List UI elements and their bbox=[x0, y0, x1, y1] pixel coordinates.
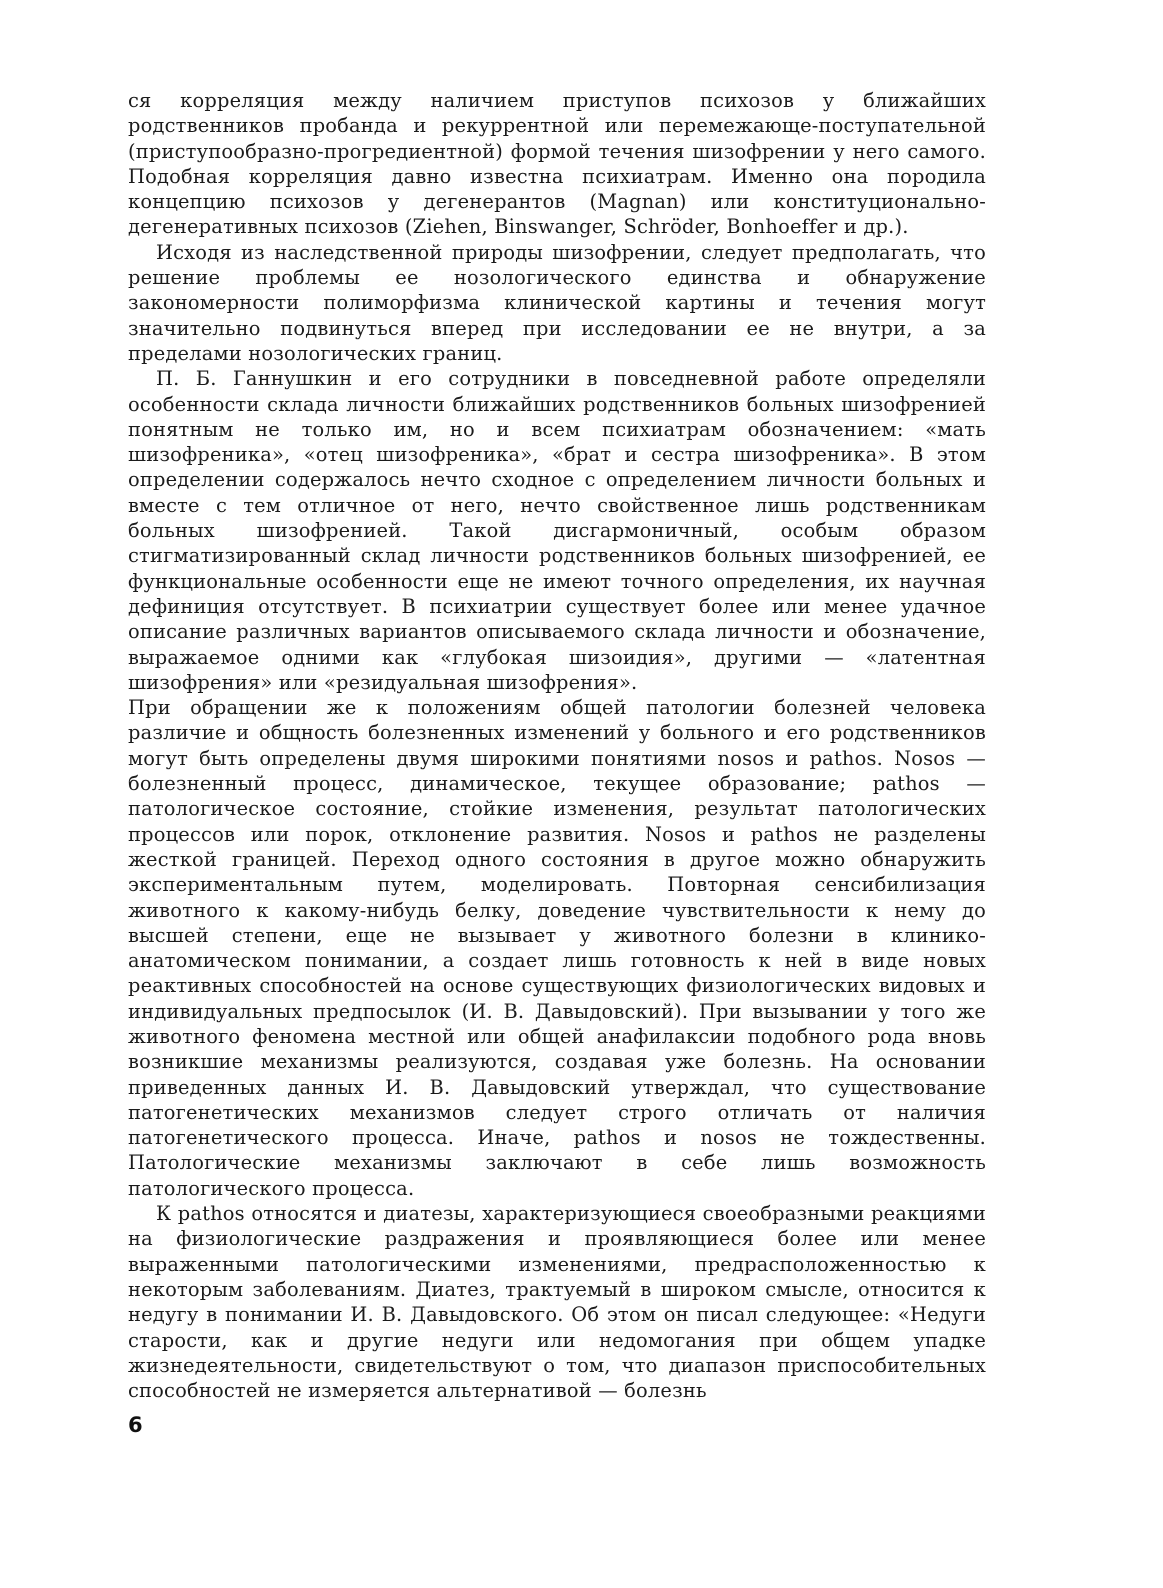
page-number: 6 bbox=[128, 1413, 143, 1437]
paragraph-2: Исходя из наследственной природы шизофрении, следует предполагать, что решение проблемы ее нозологического единства и обнаружение закономерности полиморфизма клинической картины и течения могут значительно подвинуться вперед при исследовании ее не внутри, а за пределами нозологических границ. bbox=[128, 240, 986, 365]
paragraph-4: При обращении же к положениям общей патологии болезней человека различие и общность болезненных изменений у больного и его родственников могут быть определены двумя широкими понятиями nosos и pathos. Nosos — болезненный процесс, динамическое, текущее образование; pathos — патологическое состояние, стойкие изменения, результат патологических процессов или порок, отклонение развития. Nosos и pathos не разделены жесткой границей. Переход одного состояния в другое можно обнаружить экспериментальным путем, моделировать. Повторная сенсибилизация животного к какому-нибудь белку, доведение чувствительности к нему до высшей степени, еще не вызывает у животного болезни в клинико-анатомическом понимании, а создает лишь готовность к ней в виде новых реактивных способностей на основе существующих физиологических видовых и индивидуальных предпосылок (И. В. Давыдовский). При вызывании у того же животного феномена местной или общей анафилаксии подобного рода вновь возникшие механизмы реализуются, создавая уже болезнь. На основании приведенных данных И. В. Давыдовский утверждал, что существование патогенетических механизмов следует строго отличать от наличия патогенетического процесса. Иначе, pathos и nosos не тождественны. Патологические механизмы заключают в себе лишь возможность патологического процесса. bbox=[128, 696, 986, 1200]
paragraph-5: К pathos относятся и диатезы, характеризующиеся своеобразными реакциями на физиологические раздражения и проявляющиеся более или менее выраженными патологическими изменениями, предрасположенностью к некоторым заболеваниям. Диатез, трактуемый в широком смысле, относится к недугу в понимании И. В. Давыдовского. Об этом он писал следующее: «Недуги старости, как и другие недуги или недомогания при общем упадке жизнедеятельности, свидетельствуют о том, что диапазон приспособительных способностей не измеряется альтернативой — болезнь bbox=[128, 1202, 986, 1403]
paragraph-1: ся корреляция между наличием приступов психозов у ближайших родственников пробанда и рекуррентной или перемежающе-поступательной (приступообразно-прогредиентной) формой течения шизофрении у него самого. Подобная корреляция давно известна психиатрам. Именно она породила концепцию психозов у дегенерантов (Magnan) или конституционально-дегенеративных психозов (Ziehen, Binswanger, Schröder, Bonhoeffer и др.). bbox=[128, 89, 986, 239]
paragraph-3: П. Б. Ганнушкин и его сотрудники в повседневной работе определяли особенности склада личности ближайших родственников больных шизофренией понятным не только им, но и всем психиатрам обозначением: «мать шизофреника», «отец шизофреника», «брат и сестра шизофреника». В этом определении содержалось нечто сходное с определением личности больных и вместе с тем отличное от него, нечто свойственное лишь родственникам больных шизофренией. Такой дисгармоничный, особым образом стигматизированный склад личности родственников больных шизофренией, ее функциональные особенности еще не имеют точного определения, их научная дефиниция отсутствует. В психиатрии существует более или менее удачное описание различных вариантов описываемого склада личности и обозначение, выражаемое одними как «глубокая шизоидия», другими — «латентная шизофрения» или «резидуальная шизофрения». bbox=[128, 367, 986, 694]
body-text bbox=[128, 88, 986, 1403]
document-page bbox=[128, 88, 986, 1548]
